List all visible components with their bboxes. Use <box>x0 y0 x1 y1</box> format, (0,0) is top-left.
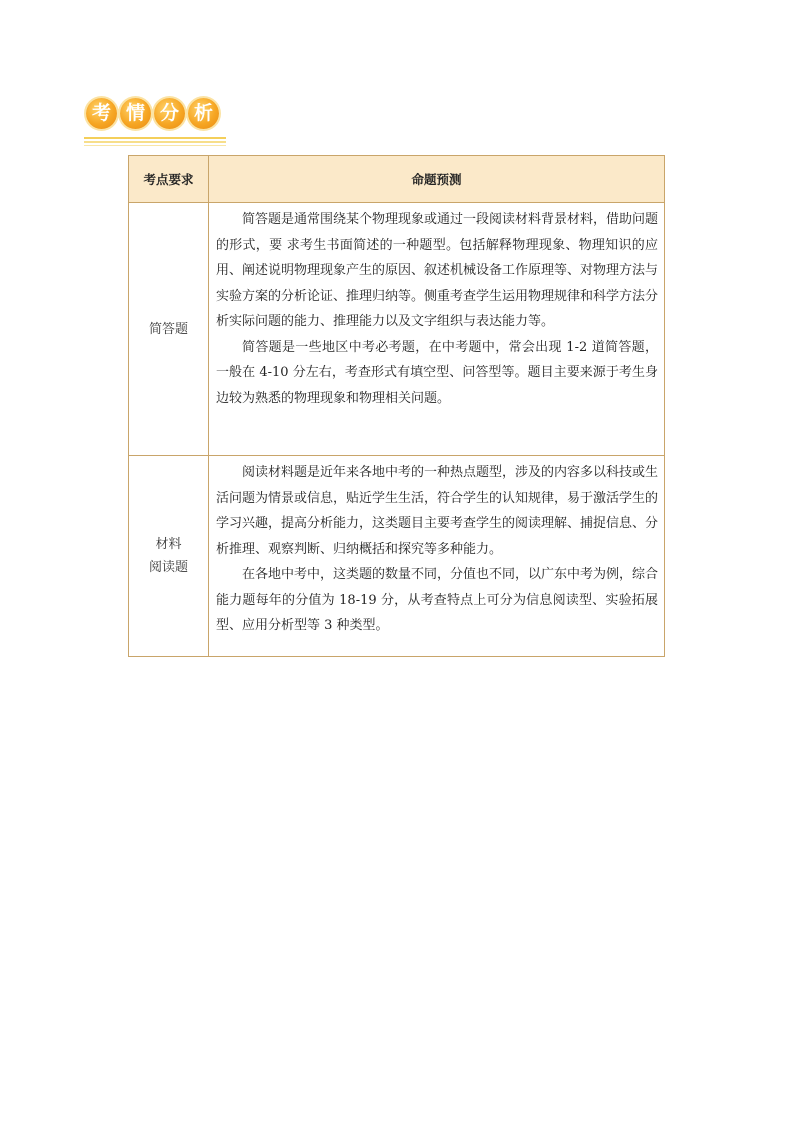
prediction-paragraph: 简答题是通常围绕某个物理现象或通过一段阅读材料背景材料，借助问题的形式，要 求考生书面简述的一种题型。包括解释物理现象、物理知识的应用、阐述说明物理现象产生的原因、叙述机械设备工作原理等、对物理方法与实验方案的分析论证、推理归纳等。侧重考查学生运用物理规律和科学方法分析实际问题的能力、推理能力以及文字组织与表达能力等。 <box>216 212 659 329</box>
section-badge <box>86 98 219 129</box>
prediction-paragraph: 阅读材料题是近年来各地中考的一种热点题型，涉及的内容多以科技或生活问题为情景或信息，贴近学生生活，符合学生的认知规律，易于激活学生的学习兴趣，提高分析能力，这类题目主要考查学生的阅读理解、捕捉信息、分析推理、观察判断、归纳概括和探究等多种能力。 <box>216 465 659 557</box>
header-requirement: 考点要求 <box>129 156 209 203</box>
badge-char: 情 <box>120 98 151 129</box>
category-label: 材料 <box>155 537 182 552</box>
badge-char: 析 <box>188 98 219 129</box>
table-header-row <box>129 156 665 203</box>
badge-underline <box>84 137 226 139</box>
table-row <box>129 456 665 657</box>
exam-analysis-table <box>128 155 665 657</box>
badge-underline <box>84 141 226 143</box>
table-row <box>129 203 665 456</box>
badge-char: 分 <box>154 98 185 129</box>
header-prediction: 命题预测 <box>209 156 665 203</box>
prediction-cell <box>209 456 665 657</box>
category-label: 简答题 <box>148 321 188 337</box>
badge-underline <box>84 145 226 146</box>
category-label: 阅读题 <box>148 560 188 575</box>
badge-char: 考 <box>86 98 117 129</box>
prediction-paragraph: 在各地中考中，这类题的数量不同，分值也不同，以广东中考为例，综合能力题每年的分值为 18-19 分，从考查特点上可分为信息阅读型、实验拓展型、应用分析型等 3 种类型。 <box>216 567 659 633</box>
category-cell <box>129 203 209 456</box>
prediction-paragraph: 简答题是一些地区中考必考题，在中考题中，常会出现 1-2 道简答题，一般在 4-10 分左右，考查形式有填空型、问答型等。题目主要来源于考生身边较为熟悉的物理现象和物理相关问题。 <box>216 339 658 406</box>
category-cell <box>129 456 209 657</box>
prediction-cell <box>209 203 665 456</box>
